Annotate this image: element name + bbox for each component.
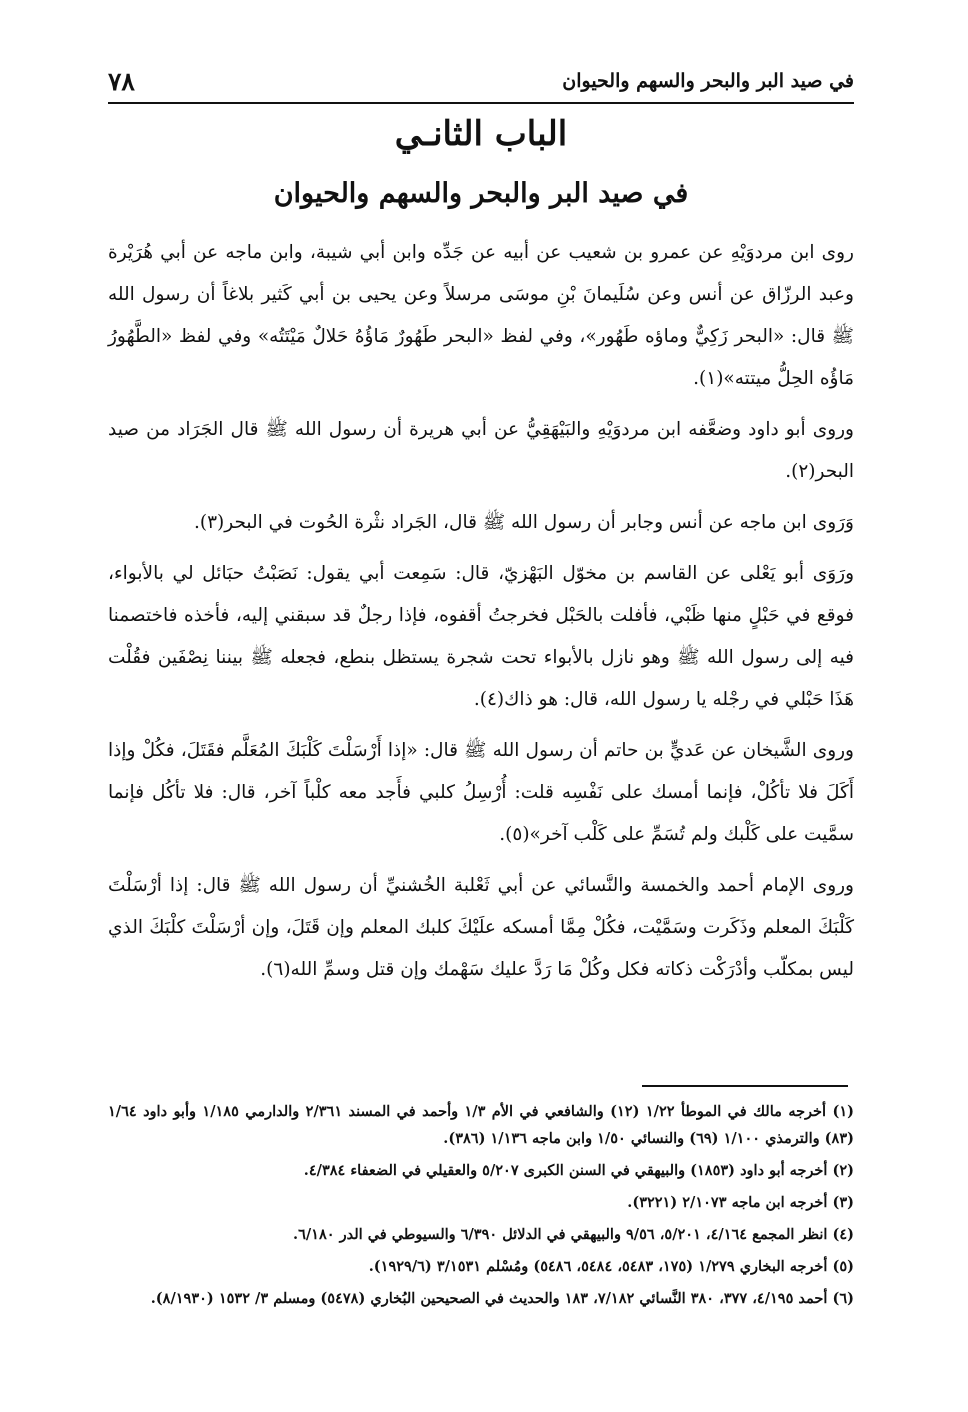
paragraph-6: وروى الإمام أحمد والخمسة والنَّسائي عن أبي ثَعْلبة الخُشنيِّ أن رسول الله ﷺ قال: إذا أرْسَلْتَ كَلْبَكَ المعلم وذَكَرت وسَمَّيْت، فكُلْ مِمَّا أمسكه علَيْكَ كلبك المعلم وإن قَتَلَ، وإن أرْسَلْتَ كلْبَكَ الذي ليس بمكلّب وأدْرَكْت ذكاته فكل وكُلْ مَا رَدَّ عليك سَهْمك وإن قتل وسمِّ الله(٦). xyxy=(108,875,854,980)
paragraph-2: وروى أبو داود وضعَّفه ابن مردوَيْهِ والبَيْهَقِيُّ عن أبي هريرة أن رسول الله ﷺ قال الجَرَاد من صيد البحر(٢). xyxy=(108,419,854,482)
paragraph-1: روى ابن مردوَيْهِ عن عمرو بن شعيب عن أبيه عن جَدِّه وابن أبي شيبة، وابن ماجه عن أبي هُرَيْرة وعبد الرزّاق عن أنس وعن سُلَيمانَ بْنِ موسَى مرسلاً وعن يحيى بن أبي كَثير بلاغاً أن رسول الله ﷺ قال: «البحر زَكِيٌّ وماؤه طَهُور»، وفي لفظ «البحر طَهُورٌ مَاؤُهُ حَلالٌ مَيْتَتُه» وفي لفظ «الطَّهُورُ مَاؤُه الحِلُّ ميتته»(١). xyxy=(108,242,854,389)
running-title: في صيد البر والبحر والسهم والحيوان xyxy=(562,70,854,92)
paragraph-5: وروى الشَّيخان عن عَديٍّ بن حاتم أن رسول الله ﷺ قال: «إذا أَرْسَلْتَ كَلْبَكَ المُعَلَّم فقَتَلَ، فكُلْ وإذا أَكَلَ فلا تأكُلْ، فإنما أمسك على نَفْسِه قلت: أُرْسِلُ كلبي فأَجد معه كلْباً آخر، قال: فلا تأكُل فإنما سمَّيت على كَلْبك ولم تُسَمِّ على كَلْب آخر»(٥). xyxy=(108,740,854,845)
footnotes xyxy=(108,1098,854,1317)
paragraph-3: وَرَوى ابن ماجه عن أنس وجابر أن رسول الله ﷺ قال، الجَراد نثْرة الحُوت في البحر(٣). xyxy=(193,512,854,533)
running-header xyxy=(108,64,854,104)
chapter-subtitle: في صيد البر والبحر والسهم والحيوان xyxy=(273,178,689,209)
footnote-1: (١) أخرجه مالك في الموطأ ١/٢٢ (١٢) والشافعي في الأم ١/٣ وأحمد في المسند ٢/٣٦١ والدارمي ١/١٨٥ وأبو داود ١/٦٤ (٨٣) والترمذي ١/١٠٠ (٦٩) والنسائي ١/٥٠ وابن ماجه ١/١٣٦ (٣٨٦). xyxy=(108,1103,854,1147)
footnote-4: (٤) انظر المجمع ٤/١٦٤، ٥/٢٠١، ٩/٥٦ والبيهقي في الدلائل ٦/٣٩٠ والسيوطي في الدر ٦/١٨٠. xyxy=(293,1226,854,1243)
footnote-6: (٦) أحمد ٤/١٩٥، ٣٧٧، ٣٨٠ النَّسائي ٧/١٨٢، ١٨٣ والحديث في الصحيحين البُخاري (٥٤٧٨) ومسلم ٣/ ١٥٣٢ (٨/١٩٣٠). xyxy=(150,1290,854,1307)
footnote-5: (٥) أخرجه البخاري ١/٢٧٩ (١٧٥، ٥٤٨٣، ٥٤٨٤، ٥٤٨٦) ومُسْلم ٣/١٥٣١ (١٩٢٩/٦). xyxy=(368,1258,854,1275)
footnote-2: (٢) أخرجه أبو داود (١٨٥٣) والبيهقي في السنن الكبرى ٥/٢٠٧ والعقيلي في الضعفاء ٤/٣٨٤. xyxy=(303,1162,854,1179)
footnote-separator xyxy=(642,1085,848,1087)
body-text xyxy=(108,232,854,1000)
chapter-title: الباب الثانـي xyxy=(394,114,568,154)
paragraph-4: ورَوَى أبو يَعْلى عن القاسم بن مخوّل البَهْزيّ، قال: سَمِعت أبي يقول: نَصَبْتُ حبَائل لي بالأبواء، فوقع في حَبْلٍ منها ظَبْي، فأفلت بالحَبْل فخرجتُ أقفوه، فإذا رجلٌ قد سبقني إليه، فأخذه فاختصمنا فيه إلى رسول الله ﷺ وهو نازل بالأبواء تحت شجرة يستظل بنطع، فجعله ﷺ بيننا نِصْفَين فقُلْت هَذَا حَبْلي في رجْله يا رسول الله، قال: هو ذاك(٤). xyxy=(108,563,854,710)
page-number: ٧٨ xyxy=(108,66,135,96)
footnote-3: (٣) أخرجه ابن ماجه ٢/١٠٧٣ (٣٢٢١). xyxy=(627,1194,854,1211)
